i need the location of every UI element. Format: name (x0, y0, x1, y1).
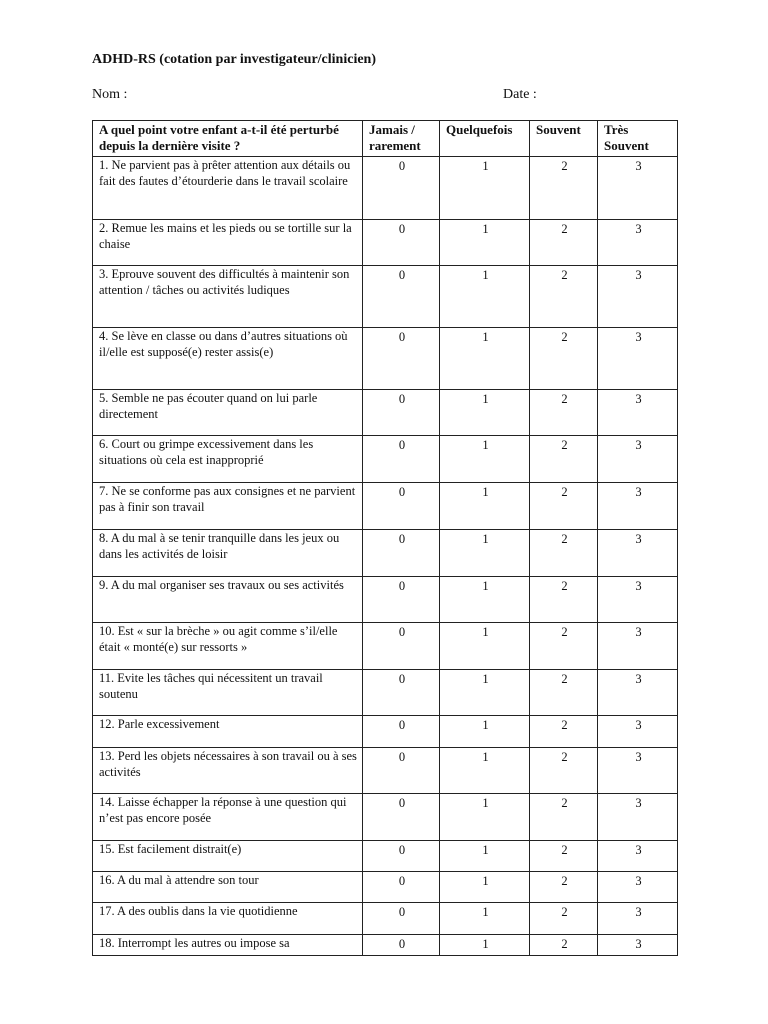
score-jamais: 0 (363, 266, 440, 328)
score-quelquefois: 1 (440, 903, 530, 935)
score-jamais: 0 (363, 328, 440, 390)
score-quelquefois: 1 (440, 577, 530, 623)
header-quelquefois: Quelquefois (440, 121, 530, 157)
question-cell: 7. Ne se conforme pas aux consignes et ne parvient pas à finir son travail (93, 483, 363, 530)
table-body (93, 157, 678, 956)
score-quelquefois: 1 (440, 266, 530, 328)
score-quelquefois: 1 (440, 530, 530, 577)
score-tres-souvent: 3 (598, 530, 678, 577)
score-jamais: 0 (363, 716, 440, 748)
score-quelquefois: 1 (440, 872, 530, 903)
score-tres-souvent: 3 (598, 794, 678, 841)
question-cell: 1. Ne parvient pas à prêter attention aux détails ou fait des fautes d’étourderie dans le travail scolaire (93, 157, 363, 220)
question-cell: 6. Court ou grimpe excessivement dans les situations où cela est inapproprié (93, 436, 363, 483)
score-jamais: 0 (363, 935, 440, 956)
table-row (93, 530, 678, 577)
score-quelquefois: 1 (440, 670, 530, 716)
table-row (93, 266, 678, 328)
score-quelquefois: 1 (440, 328, 530, 390)
score-souvent: 2 (530, 530, 598, 577)
score-tres-souvent: 3 (598, 266, 678, 328)
score-quelquefois: 1 (440, 436, 530, 483)
score-quelquefois: 1 (440, 794, 530, 841)
score-quelquefois: 1 (440, 716, 530, 748)
score-quelquefois: 1 (440, 220, 530, 266)
score-tres-souvent: 3 (598, 390, 678, 436)
question-cell: 11. Evite les tâches qui nécessitent un travail soutenu (93, 670, 363, 716)
score-souvent: 2 (530, 483, 598, 530)
question-cell: 9. A du mal organiser ses travaux ou ses activités (93, 577, 363, 623)
score-quelquefois: 1 (440, 483, 530, 530)
nom-label: Nom : (92, 87, 128, 102)
score-tres-souvent: 3 (598, 670, 678, 716)
score-tres-souvent: 3 (598, 157, 678, 220)
header-tres-souvent: Très Souvent (598, 121, 678, 157)
score-quelquefois: 1 (440, 623, 530, 670)
table-row (93, 577, 678, 623)
header-jamais: Jamais / rarement (363, 121, 440, 157)
table-row (93, 328, 678, 390)
score-quelquefois: 1 (440, 157, 530, 220)
question-cell: 16. A du mal à attendre son tour (93, 872, 363, 903)
date-label: Date : (503, 87, 537, 102)
table-header-row (93, 121, 678, 157)
score-jamais: 0 (363, 220, 440, 266)
table-row (93, 670, 678, 716)
score-jamais: 0 (363, 623, 440, 670)
score-jamais: 0 (363, 436, 440, 483)
score-jamais: 0 (363, 577, 440, 623)
table-row (93, 748, 678, 794)
table-row (93, 483, 678, 530)
score-tres-souvent: 3 (598, 220, 678, 266)
score-tres-souvent: 3 (598, 577, 678, 623)
table-row (93, 623, 678, 670)
score-jamais: 0 (363, 872, 440, 903)
header-souvent: Souvent (530, 121, 598, 157)
score-souvent: 2 (530, 748, 598, 794)
table-row (93, 935, 678, 956)
table-row (93, 716, 678, 748)
question-cell: 15. Est facilement distrait(e) (93, 841, 363, 872)
score-jamais: 0 (363, 390, 440, 436)
score-souvent: 2 (530, 670, 598, 716)
score-tres-souvent: 3 (598, 716, 678, 748)
score-tres-souvent: 3 (598, 841, 678, 872)
score-quelquefois: 1 (440, 390, 530, 436)
score-souvent: 2 (530, 577, 598, 623)
score-souvent: 2 (530, 390, 598, 436)
score-souvent: 2 (530, 841, 598, 872)
table-row (93, 903, 678, 935)
rating-table (92, 120, 678, 956)
score-jamais: 0 (363, 841, 440, 872)
score-jamais: 0 (363, 748, 440, 794)
score-souvent: 2 (530, 436, 598, 483)
score-jamais: 0 (363, 483, 440, 530)
score-souvent: 2 (530, 266, 598, 328)
score-jamais: 0 (363, 670, 440, 716)
score-tres-souvent: 3 (598, 328, 678, 390)
table-row (93, 841, 678, 872)
score-tres-souvent: 3 (598, 623, 678, 670)
table-row (93, 436, 678, 483)
question-cell: 3. Eprouve souvent des difficultés à maintenir son attention / tâches ou activités ludiques (93, 266, 363, 328)
question-cell: 18. Interrompt les autres ou impose sa (93, 935, 363, 956)
question-cell: 5. Semble ne pas écouter quand on lui parle directement (93, 390, 363, 436)
question-cell: 12. Parle excessivement (93, 716, 363, 748)
score-jamais: 0 (363, 794, 440, 841)
header-question: A quel point votre enfant a-t-il été perturbé depuis la dernière visite ? (93, 121, 363, 157)
score-tres-souvent: 3 (598, 436, 678, 483)
question-cell: 14. Laisse échapper la réponse à une question qui n’est pas encore posée (93, 794, 363, 841)
score-tres-souvent: 3 (598, 872, 678, 903)
score-souvent: 2 (530, 623, 598, 670)
table-row (93, 157, 678, 220)
score-souvent: 2 (530, 220, 598, 266)
table-row (93, 220, 678, 266)
table-row (93, 390, 678, 436)
question-cell: 8. A du mal à se tenir tranquille dans les jeux ou dans les activités de loisir (93, 530, 363, 577)
score-souvent: 2 (530, 794, 598, 841)
score-souvent: 2 (530, 328, 598, 390)
table-row (93, 872, 678, 903)
score-quelquefois: 1 (440, 841, 530, 872)
score-tres-souvent: 3 (598, 483, 678, 530)
score-souvent: 2 (530, 935, 598, 956)
question-cell: 17. A des oublis dans la vie quotidienne (93, 903, 363, 935)
score-souvent: 2 (530, 157, 598, 220)
score-souvent: 2 (530, 903, 598, 935)
document-title: ADHD-RS (cotation par investigateur/clinicien) (92, 52, 376, 67)
table-row (93, 794, 678, 841)
score-tres-souvent: 3 (598, 748, 678, 794)
score-tres-souvent: 3 (598, 903, 678, 935)
score-jamais: 0 (363, 157, 440, 220)
score-souvent: 2 (530, 716, 598, 748)
score-tres-souvent: 3 (598, 935, 678, 956)
score-quelquefois: 1 (440, 748, 530, 794)
question-cell: 10. Est « sur la brèche » ou agit comme s’il/elle était « monté(e) sur ressorts » (93, 623, 363, 670)
score-souvent: 2 (530, 872, 598, 903)
question-cell: 4. Se lève en classe ou dans d’autres situations où il/elle est supposé(e) rester assis(e) (93, 328, 363, 390)
question-cell: 2. Remue les mains et les pieds ou se tortille sur la chaise (93, 220, 363, 266)
score-jamais: 0 (363, 530, 440, 577)
score-quelquefois: 1 (440, 935, 530, 956)
question-cell: 13. Perd les objets nécessaires à son travail ou à ses activités (93, 748, 363, 794)
score-jamais: 0 (363, 903, 440, 935)
